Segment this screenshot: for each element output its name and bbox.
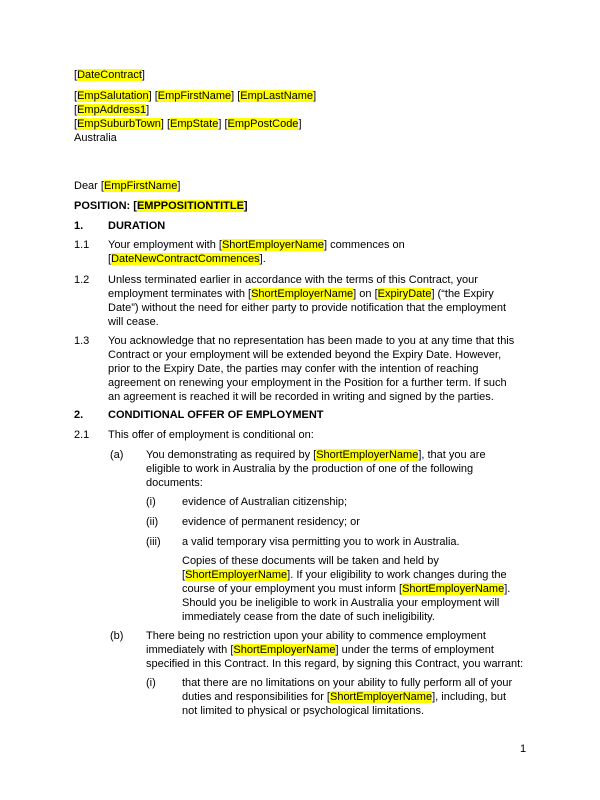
subclause-b-text: There being no restriction upon your ability to commence employment immediately with [ShortEmployerName] under the terms of employment specified in this Contract. In this regard, by signing this Contract, you warrant: <box>146 630 524 670</box>
greeting-name-field: EmpFirstName <box>103 180 178 192</box>
expiry-date-field: ExpiryDate <box>377 288 432 300</box>
first-name-field: EmpFirstName <box>157 90 232 102</box>
position-label: POSITION: <box>74 200 134 212</box>
section2-number: 2. <box>74 409 84 421</box>
clause-2-1-number: 2.1 <box>74 429 90 441</box>
suburb-line: [EmpSuburbTown] [EmpState] [EmpPostCode] <box>74 118 302 130</box>
item-b-i-text: that there are no limitations on your ability to fully perform all of your duties and responsibilities for [ShortEmployerName], including, but not limited to physical or psychological limitations. <box>182 677 513 717</box>
item-b-i-label: (i) <box>146 677 156 689</box>
employer-name-field: ShortEmployerName <box>251 288 354 300</box>
subclause-a-text: You demonstrating as required by [ShortEmployerName], that you are eligible to work in Australia by the production of one of the following documents: <box>146 449 486 489</box>
name-line: [EmpSalutation] [EmpFirstName] [EmpLastName] <box>74 90 317 102</box>
position-line: POSITION: [EMPPOSITIONTITLE] <box>74 200 248 212</box>
country-line: Australia <box>74 132 117 144</box>
clause-1-2-text: Unless terminated earlier in accordance with the terms of this Contract, your employment terminates with [ShortEmployerName] on [ExpiryDate] (“the Expiry Date”) without the need for either party to provide notification that the employment will cease. <box>108 274 507 328</box>
subclause-a-label: (a) <box>110 449 124 461</box>
last-name-field: EmpLastName <box>240 90 314 102</box>
state-field: EmpState <box>170 118 219 130</box>
salutation-field: EmpSalutation <box>77 90 149 102</box>
employer-name-field: ShortEmployerName <box>233 644 336 656</box>
subclause-b-label: (b) <box>110 630 124 642</box>
commencement-date-field: DateNewContractCommences <box>111 253 260 265</box>
postcode-field: EmpPostCode <box>227 118 299 130</box>
date-line: [DateContract] <box>74 69 145 81</box>
employer-name-field: ShortEmployerName <box>316 449 419 461</box>
clause-1-3-number: 1.3 <box>74 335 90 347</box>
item-iii-label: (iii) <box>146 536 161 548</box>
suburb-field: EmpSuburbTown <box>77 118 161 130</box>
position-title-field: EMPPOSITIONTITLE <box>136 200 244 212</box>
clause-1-1-number: 1.1 <box>74 239 90 251</box>
date-field: DateContract <box>77 69 142 81</box>
employer-name-field: ShortEmployerName <box>402 583 505 595</box>
clause-1-2-number: 1.2 <box>74 274 90 286</box>
greeting-prefix: Dear <box>74 180 101 192</box>
item-i-text: evidence of Australian citizenship; <box>182 496 348 508</box>
clause-1-1-text: Your employment with [ShortEmployerName] commences on [DateNewContractCommences]. <box>108 239 405 265</box>
page-number: 1 <box>520 743 527 755</box>
employer-name-field: ShortEmployerName <box>329 691 433 703</box>
greeting-line: Dear [EmpFirstName] <box>74 180 181 192</box>
address-line: [EmpAddress1] <box>74 104 150 116</box>
item-iii-text: a valid temporary visa permitting you to work in Australia. <box>182 536 460 548</box>
section2-heading: CONDITIONAL OFFER OF EMPLOYMENT <box>108 409 324 421</box>
item-i-label: (i) <box>146 496 156 508</box>
employer-name-field: ShortEmployerName <box>221 239 325 251</box>
item-ii-label: (ii) <box>146 516 159 528</box>
address-field: EmpAddress1 <box>77 104 147 116</box>
section1-heading: DURATION <box>108 220 166 232</box>
clause-1-3-text: You acknowledge that no representation has been made to you at any time that this Contract or your employment will be extended beyond the Expiry Date. However, prior to the Expiry Date, the parties may confer with the intention of reaching agreement on renewing your employment in the Position for a further term. If such an agreement is reached it will be recorded in writing and signed by the parties. <box>108 335 515 403</box>
clause-2-1-text: This offer of employment is conditional on: <box>108 429 314 441</box>
section1-number: 1. <box>74 220 84 232</box>
item-ii-text: evidence of permanent residency; or <box>182 516 360 528</box>
employer-name-field: ShortEmployerName <box>185 569 288 581</box>
documents-note: Copies of these documents will be taken and held by [ShortEmployerName]. If your eligibility to work changes during the course of your employment you must inform [ShortEmployerName]. Should you be ineligible to work in Australia your employment will immediately cease from the date of such ineligibility. <box>182 555 511 623</box>
